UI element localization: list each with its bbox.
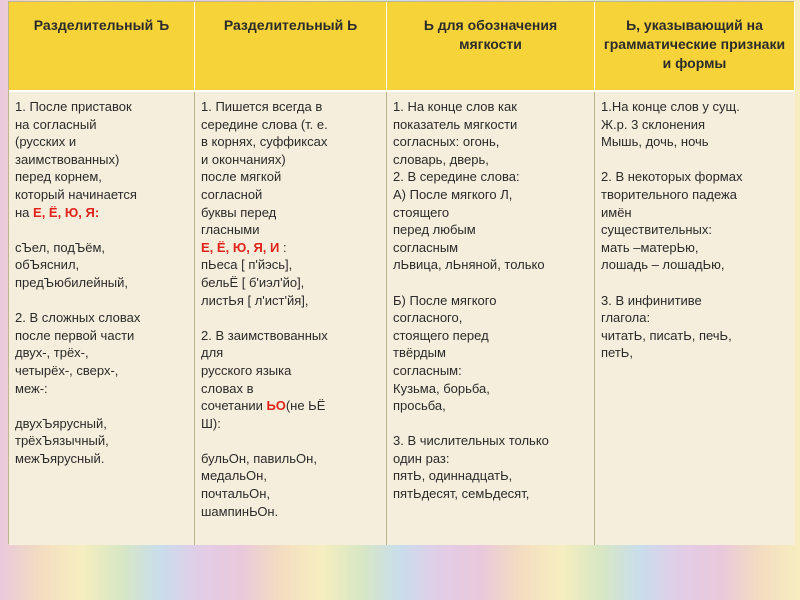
cell-grammatical-soft-sign: 1.На конце слов у сущ. Ж.р. 3 склонения Мышь, дочь, ночь 2. В некоторых формах творительного падежа имён существительных: мать –матерЬю, лошадь – лошадЬю, 3. В инфинитиве глагола: читатЬ, писатЬ, печЬ, петЬ, [595,92,795,545]
header-softness-soft-sign: Ь для обозначения мягкости [387,2,595,92]
rules-table [8,1,794,544]
header-grammatical-soft-sign: Ь, указывающий на грамматические признаки и формы [595,2,795,92]
header-separating-soft-sign: Разделительный Ь [195,2,387,92]
cell2-text-b: : пЬеса [ п'йэсь], бельЁ [ б'иэл'йо], листЬя [ л'ист'йя], 2. В заимствованных для русского языка словах в сочетании [201,239,328,414]
header-separating-hard-sign: Разделительный Ъ [9,2,195,92]
cell-separating-soft-sign [195,92,387,545]
cell1-text-a: 1. После приставок на согласный (русских и заимствованных) перед корнем, который начинается на [15,99,137,220]
cell1-text-b: сЪел, подЪём, обЪяснил, предЪюбилейный, 2. В сложных словах после первой части двух-, трёх-, четырёх-, сверх-, меж-: двухЪярусный, трёхЪязычный, межЪярусный. [15,239,141,466]
cell2-text-a: 1. Пишется всегда в середине слова (т. е. в корнях, суффиксах и окончаниях) после мягкой согласной буквы перед гласными [201,99,328,238]
cell1-highlight: Е, Ё, Ю, Я: [33,204,100,220]
cell-separating-hard-sign [9,92,195,545]
cell-softness-soft-sign: 1. На конце слов как показатель мягкости согласных: огонь, словарь, дверь, 2. В середине слова: А) После мягкого Л, стоящего перед любым согласным лЬвица, лЬняной, только Б) После мягкого согласного, стоящего перед твёрдым согласным: Кузьма, борьба, просьба, 3. В числительных только один раз: пятЬ, одиннадцатЬ, пятЬдесят, семЬдесят, [387,92,595,545]
cell2-highlight-vowels: Е, Ё, Ю, Я, И [201,239,280,255]
cell2-highlight-yo: ЬО [266,398,286,414]
cell2-text-c: (не ЬЁ Ш): бульОн, павильОн, медальОн, почтальОн, шампинЬОн. [201,398,326,519]
